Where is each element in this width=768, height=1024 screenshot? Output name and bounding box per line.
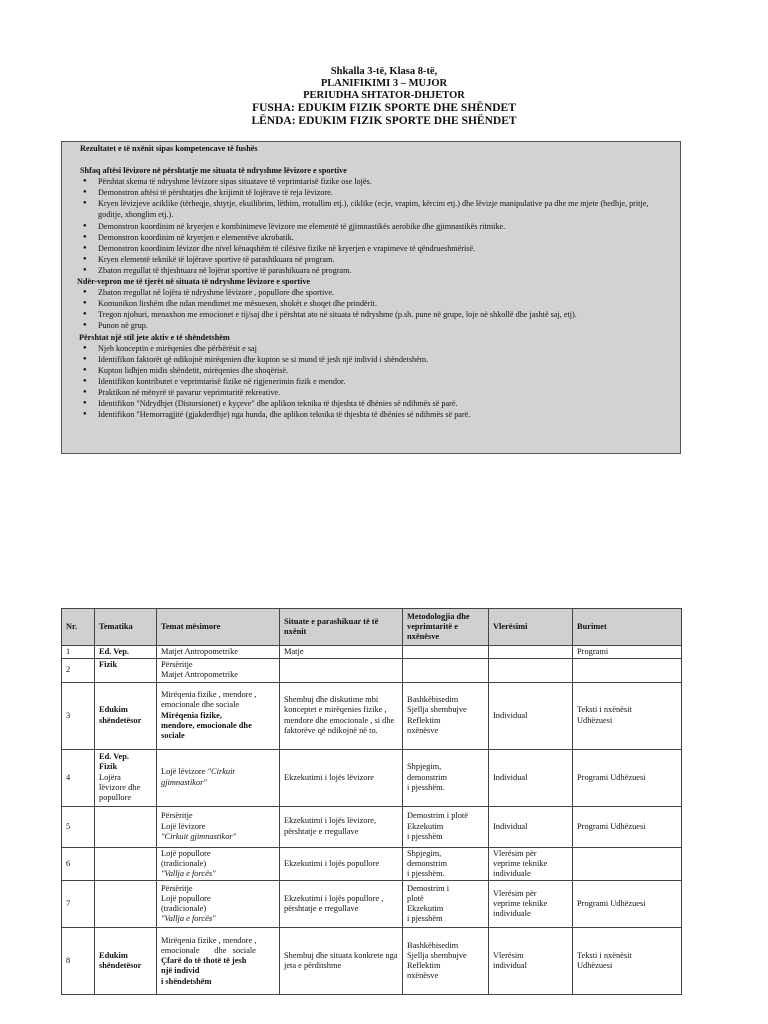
cell-temat <box>157 659 280 682</box>
cell-tematika <box>95 928 157 995</box>
document-header <box>0 66 768 127</box>
list-item: ● Demonstron aftësi të përshtatjes dhe krijimit të lojërave të reja lëvizore. <box>98 187 674 198</box>
cell-burimet: Programi <box>573 646 682 659</box>
competences-title: Rezultatet e të nxënit sipas kompetencave të fushës <box>80 144 258 153</box>
cell-line: i pjesshëm. <box>407 782 445 792</box>
cell-line: Sjellja shembujve <box>407 951 467 961</box>
plan-title: PLANIFIKIMI 3 – MUJOR <box>320 78 448 89</box>
cell-situate: Matje <box>280 646 403 659</box>
cell-vleresimi <box>489 646 573 659</box>
cell-metodologjia <box>403 928 489 995</box>
section-heading: Ndër-vepron me të tjerët në situata të ndryshme lëvizore e sportive <box>77 277 311 287</box>
list-item: ● Zbaton rregullat të thjeshtuara në lojërat sportive të parashikuara në program. <box>98 265 674 276</box>
cell-temat <box>157 847 280 881</box>
col-header-vleresimi: Vlerësimi <box>489 609 573 646</box>
cell-nr: 8 <box>62 928 95 995</box>
cell-line: Lojëra <box>99 772 121 782</box>
cell-nr: 4 <box>62 749 95 806</box>
cell-situate: Ekzekutimi i lojës lëvizore, përshtatje e rregullave <box>280 806 403 847</box>
cell-temat <box>157 806 280 847</box>
cell-burimet <box>573 928 682 995</box>
cell-temat <box>157 881 280 928</box>
section-heading: Përshtat një stil jete aktiv e të shëndetshëm <box>79 332 230 342</box>
cell-line: një individ <box>161 966 200 976</box>
cell-metodologjia <box>403 749 489 806</box>
cell-line: individuale <box>493 909 531 919</box>
cell-metodologjia <box>403 847 489 881</box>
cell-line: nxënësve <box>407 971 439 981</box>
section-heading: Shfaq aftësi lëvizore në përshtatje me situata të ndryshme lëvizore e sportive <box>80 166 347 176</box>
cell-vleresimi <box>489 847 573 881</box>
cell-line: Lojë popullore <box>161 848 211 858</box>
cell-burimet <box>573 847 682 881</box>
cell-line: "Vallja e forcës" <box>161 869 216 879</box>
cell-line: popullore <box>99 792 132 802</box>
grade-line: Shkalla 3-të, Klasa 8-të, <box>330 66 438 77</box>
cell-line: emocionale dhe sociale <box>161 945 256 955</box>
table-row <box>62 928 682 995</box>
cell-line: Vlerësim <box>493 951 524 961</box>
competences-box <box>61 141 681 454</box>
cell-temat: Matjet Antropometrike <box>157 646 280 659</box>
list-item: ● Identifikon kontributet e veprimtarisë fizike në rigjenerimin fizik e mendor. <box>98 376 674 387</box>
cell-line: individuale <box>493 869 531 879</box>
cell-line: lëvizore dhe <box>99 782 141 792</box>
cell-vleresimi <box>489 928 573 995</box>
list-item: ● Identifikon faktorët që ndikojnë mirëqenien dhe kupton se si mund të jesh një individ i shëndetshëm. <box>98 354 674 365</box>
cell-vleresimi <box>489 659 573 682</box>
list-item: ● Identifikon "Hemorragjitë (gjakderdhje) nga hunda, dhe aplikon teknika të thjeshta të dhënies së ndihmës së parë. <box>98 409 674 420</box>
cell-line: veprime teknike <box>493 899 548 909</box>
cell-tematika <box>95 749 157 806</box>
cell-line: plotë <box>407 894 424 904</box>
cell-line: i pjesshëm. <box>407 869 445 879</box>
cell-line: Ed. Vep. <box>99 752 130 762</box>
cell-nr: 6 <box>62 847 95 881</box>
col-header-burimet: Burimet <box>573 609 682 646</box>
cell-metodologjia <box>403 881 489 928</box>
cell-burimet <box>573 659 682 682</box>
cell-line: (tradicionale) <box>161 858 207 868</box>
list-item: ● Demonstron koordinim në kryerjen e elementëve akrobatik. <box>98 232 674 243</box>
cell-line: shëndetësor <box>99 715 142 725</box>
table-row <box>62 646 682 659</box>
list-item: ● Njeh konceptin e mirëqenies dhe përbërësit e saj <box>98 343 674 354</box>
col-header-tematika: Tematika <box>95 609 157 646</box>
cell-line: Lojë popullore <box>161 894 211 904</box>
cell-line: Shpjegim, <box>407 762 442 772</box>
cell-line: Matjet Antropometrike <box>161 670 238 680</box>
cell-metodologjia <box>403 682 489 749</box>
cell-temat <box>157 928 280 995</box>
cell-situate: Ekzekutimi i lojës popullore <box>280 847 403 881</box>
cell-situate: Shembuj dhe situata konkrete nga jeta e përditshme <box>280 928 403 995</box>
cell-line: Mirëqenia fizike , mendore , <box>161 690 257 700</box>
list-item: ● Zbaton rregullat në lojëra të ndryshme lëvizore , popullore dhe sportive. <box>98 287 674 298</box>
col-header-nr: Nr. <box>62 609 95 646</box>
subject-line: LËNDA: EDUKIM FIZIK SPORTE DHE SHËNDET <box>251 114 517 127</box>
cell-tematika <box>95 847 157 881</box>
field-line: FUSHA: EDUKIM FIZIK SPORTE DHE SHËNDET <box>252 102 516 114</box>
cell-line: Edukim <box>99 705 128 715</box>
cell-line: Lojë lëvizore <box>161 821 206 831</box>
list-item: ● Kupton lidhjen midis shëndetit, mirëqenies dhe shoqërisë. <box>98 365 674 376</box>
cell-burimet: Programi Udhëzuesi <box>573 881 682 928</box>
list-item: ● Përshtat skema të ndryshme lëvizore sipas situatave të veprimtarisë fizike ose lojës. <box>98 176 674 187</box>
cell-vleresimi: Individual <box>489 806 573 847</box>
lesson-plan-table <box>61 608 682 995</box>
cell-vleresimi: Individual <box>489 682 573 749</box>
cell-burimet <box>573 682 682 749</box>
list-item: ● Kryen lëvizjeve aciklike (tërheqje, shtytje, ekuilibrim, lëthim, rrotullim etj.), ciklike (ecje, vrapim, kërcim etj.) dhe lëvizje manipulative pa dhe me mjete (hedhje, pritje, goditje, xhonglim etj.). <box>98 198 674 220</box>
competence-list <box>79 287 674 331</box>
cell-nr: 5 <box>62 806 95 847</box>
cell-line: individual <box>493 961 527 971</box>
competence-list <box>79 176 674 276</box>
cell-line: Përsëritje <box>161 811 193 821</box>
table-row <box>62 659 682 682</box>
list-item: ● Tregon njohuri, menaxhon me emocionet e tij/saj dhe i përshtat ato në situata të ndryshme (p.sh. pune në grupe, loje në shkollë dhe jashtë saj, etj). <box>98 309 674 320</box>
cell-line: Vlerësim për <box>493 888 537 898</box>
cell-line: Edukim <box>99 951 128 961</box>
cell-line: Demostrim i <box>407 883 450 893</box>
cell-tematika <box>95 881 157 928</box>
cell-metodologjia <box>403 806 489 847</box>
cell-nr: 7 <box>62 881 95 928</box>
cell-line: "Vallja e forcës" <box>161 914 216 924</box>
list-item: ● Punon në grup. <box>98 320 674 331</box>
cell-line: Shpjegim, <box>407 848 442 858</box>
cell-line: Ekzekutim <box>407 821 444 831</box>
cell-line: Udhëzuesi <box>577 715 613 725</box>
cell-metodologjia <box>403 659 489 682</box>
cell-line: Mirëqenia fizike , mendore , <box>161 935 257 945</box>
cell-line: emocionale dhe sociale <box>161 700 240 710</box>
cell-line: i pjesshëm <box>407 831 443 841</box>
cell-line: Sjellja shembujve <box>407 705 467 715</box>
cell-line: Mirëqenia fizike, <box>161 710 222 720</box>
cell-line: Demostrim i plotë <box>407 811 468 821</box>
cell-line: demonstrim <box>407 858 448 868</box>
cell-temat <box>157 682 280 749</box>
cell-situate: Ekzekutimi i lojës lëvizore <box>280 749 403 806</box>
cell-line: Teksti i nxënësit <box>577 951 632 961</box>
table-row <box>62 847 682 881</box>
cell-situate: Ekzekutimi i lojës popullore , përshtatje e rregullave <box>280 881 403 928</box>
table-row <box>62 806 682 847</box>
col-header-situate: Situate e parashikuar të të nxënit <box>280 609 403 646</box>
cell-tematika: Ed. Vep. <box>95 646 157 659</box>
table-row <box>62 881 682 928</box>
col-header-temat: Temat mësimore <box>157 609 280 646</box>
cell-line: "Cirkuit gjimnastikor" <box>161 767 235 787</box>
list-item: ● Demonstron koordinim në kryerjen e kombinimeve lëvizore me elementë të gjimnastikës aerobike dhe gjimnastikës ritmike. <box>98 221 674 232</box>
col-header-metodologjia: Metodologjia dhe veprimtaritë e nxënësve <box>403 609 489 646</box>
cell-line: Ekzekutim <box>407 904 444 914</box>
list-item: ● Komunikon lirshëm dhe ndan mendimet me mësuesen, shokët e shoqet dhe prindërit. <box>98 298 674 309</box>
cell-burimet: Programi Udhëzuesi <box>573 749 682 806</box>
cell-line: nxënësve <box>407 725 439 735</box>
cell-line: mendore, emocionale dhe <box>161 720 252 730</box>
list-item: ● Identifikon "Ndrydhjet (Distorsionet) e kyçeve" dhe aplikon teknika të thjeshta të dhënies së ndihmës së parë. <box>98 398 674 409</box>
cell-line: i pjesshëm <box>407 914 443 924</box>
cell-nr: 1 <box>62 646 95 659</box>
cell-vleresimi: Individual <box>489 749 573 806</box>
cell-line: Fizik <box>99 762 118 772</box>
table-row <box>62 682 682 749</box>
cell-nr: 3 <box>62 682 95 749</box>
cell-line: veprime teknike <box>493 858 548 868</box>
table-row <box>62 749 682 806</box>
cell-tematika <box>95 682 157 749</box>
table-header-row <box>62 609 682 646</box>
cell-line: Përsëritje <box>161 660 193 670</box>
period-line: PERIUDHA SHTATOR-DHJETOR <box>303 90 465 101</box>
cell-temat <box>157 749 280 806</box>
cell-tematika: Fizik <box>95 659 157 682</box>
cell-burimet: Programi Udhëzuesi <box>573 806 682 847</box>
cell-line: Reflektim <box>407 715 441 725</box>
cell-line: Bashkëbisedim <box>407 695 459 705</box>
cell-line: i shëndetshëm <box>161 976 212 986</box>
cell-line: (tradicionale) <box>161 904 207 914</box>
list-item: ● Demonstron koordinim lëvizor dhe nivel kënaqshëm të cilësive fizike në kryerjen e vrapimeve të qëndrueshmërisë. <box>98 243 674 254</box>
cell-line: shëndetësor <box>99 961 142 971</box>
list-item: ● Kryen elementë teknikë të lojërave sportive të parashikuara në program. <box>98 254 674 265</box>
cell-situate <box>280 659 403 682</box>
cell-situate: Shembuj dhe diskutime mbi konceptet e mirëqenies fizike , mendore dhe emocionale , si dhe faktorëve që ndikojnë në to. <box>280 682 403 749</box>
cell-line: "Cirkuit gjimnastikor" <box>161 831 237 841</box>
cell-line: Përsëritje <box>161 883 193 893</box>
cell-line: Reflektim <box>407 961 441 971</box>
cell-nr: 2 <box>62 659 95 682</box>
cell-vleresimi <box>489 881 573 928</box>
cell-line: sociale <box>161 730 185 740</box>
cell-line: Teksti i nxënësit <box>577 705 632 715</box>
cell-line: Çfarë do të thotë të jesh <box>161 956 247 966</box>
cell-tematika <box>95 806 157 847</box>
cell-line: Lojë lëvizore <box>161 767 206 777</box>
cell-line: demonstrim <box>407 772 448 782</box>
cell-line: Vlerësim për <box>493 848 537 858</box>
cell-metodologjia <box>403 646 489 659</box>
competence-list <box>79 343 674 421</box>
cell-line: Udhëzuesi <box>577 961 613 971</box>
cell-line: Bashkëbisedim <box>407 940 459 950</box>
list-item: ● Praktikon në mënyrë të pavarur veprimtaritë rekreative. <box>98 387 674 398</box>
